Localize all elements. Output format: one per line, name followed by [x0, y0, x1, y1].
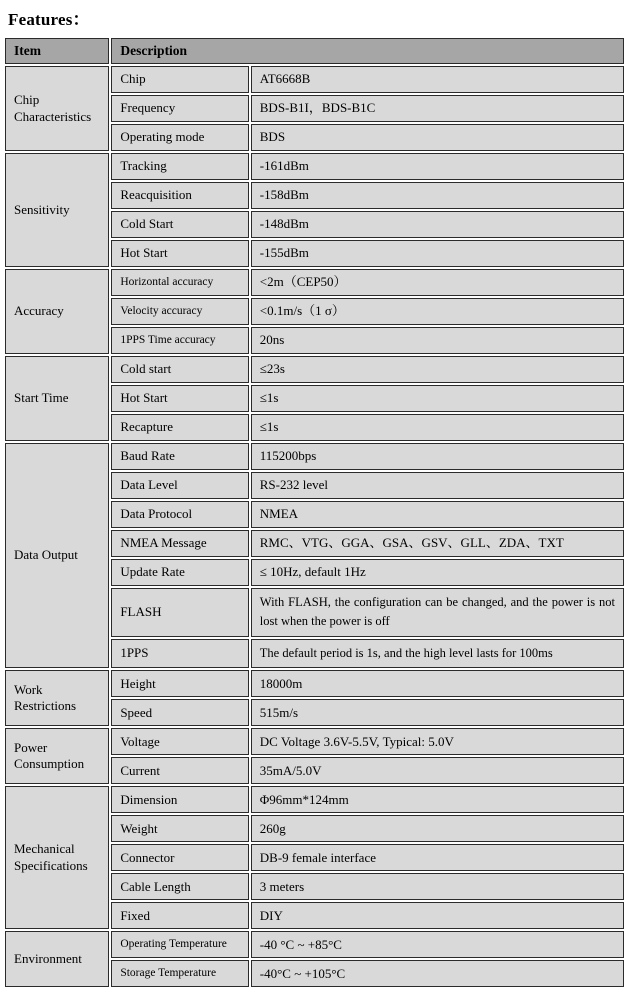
spec-label-cell: Connector	[111, 844, 248, 871]
spec-value-cell: -158dBm	[251, 182, 624, 209]
table-row	[5, 728, 624, 755]
group-cell: Data Output	[5, 443, 109, 668]
spec-value-cell: DB-9 female interface	[251, 844, 624, 871]
header-description-cell: Description	[111, 38, 624, 64]
table-row	[5, 670, 624, 697]
spec-value-cell: ≤1s	[251, 414, 624, 441]
spec-label-cell: Frequency	[111, 95, 248, 122]
spec-value-cell: ≤23s	[251, 356, 624, 383]
group-cell: Accuracy	[5, 269, 109, 354]
spec-value-cell: 18000m	[251, 670, 624, 697]
spec-value-cell: 3 meters	[251, 873, 624, 900]
spec-label-cell: Recapture	[111, 414, 248, 441]
spec-label-cell: 1PPS Time accuracy	[111, 327, 248, 354]
spec-label-cell: Reacquisition	[111, 182, 248, 209]
table-row	[5, 153, 624, 180]
table-row	[5, 269, 624, 296]
spec-value-cell: DC Voltage 3.6V-5.5V, Typical: 5.0V	[251, 728, 624, 755]
group-cell: Environment	[5, 931, 109, 987]
spec-value-cell: RS-232 level	[251, 472, 624, 499]
table-row	[5, 931, 624, 958]
table-row	[5, 786, 624, 813]
group-cell: Work Restrictions	[5, 670, 109, 726]
spec-label-cell: Speed	[111, 699, 248, 726]
spec-value-cell: 515m/s	[251, 699, 624, 726]
spec-value-cell: 20ns	[251, 327, 624, 354]
spec-label-cell: Current	[111, 757, 248, 784]
spec-value-cell: ≤1s	[251, 385, 624, 412]
table-row	[5, 356, 624, 383]
spec-label-cell: 1PPS	[111, 639, 248, 668]
spec-value-cell: BDS-B1I，BDS-B1C	[251, 95, 624, 122]
spec-label-cell: Storage Temperature	[111, 960, 248, 987]
spec-value-cell: -40 °C ~ +85°C	[251, 931, 624, 958]
spec-label-cell: Velocity accuracy	[111, 298, 248, 325]
spec-label-cell: Data Protocol	[111, 501, 248, 528]
spec-label-cell: Cold start	[111, 356, 248, 383]
spec-value-cell: Φ96mm*124mm	[251, 786, 624, 813]
spec-value-cell: 260g	[251, 815, 624, 842]
spec-value-cell: With FLASH, the configuration can be changed, and the power is not lost when the power is off	[251, 588, 624, 637]
header-item-cell: Item	[5, 38, 109, 64]
page-title: Features：	[8, 10, 90, 29]
spec-label-cell: Operating Temperature	[111, 931, 248, 958]
spec-value-cell: NMEA	[251, 501, 624, 528]
spec-label-cell: Cold Start	[111, 211, 248, 238]
spec-label-cell: Operating mode	[111, 124, 248, 151]
spec-value-cell: -148dBm	[251, 211, 624, 238]
spec-value-cell: AT6668B	[251, 66, 624, 93]
spec-label-cell: Hot Start	[111, 385, 248, 412]
spec-label-cell: Voltage	[111, 728, 248, 755]
spec-value-cell: BDS	[251, 124, 624, 151]
group-cell: Sensitivity	[5, 153, 109, 267]
spec-value-cell: RMC、VTG、GGA、GSA、GSV、GLL、ZDA、TXT	[251, 530, 624, 557]
header-row	[5, 38, 624, 64]
spec-label-cell: Horizontal accuracy	[111, 269, 248, 296]
spec-value-cell: -155dBm	[251, 240, 624, 267]
table-row	[5, 443, 624, 470]
spec-value-cell: The default period is 1s, and the high level lasts for 100ms	[251, 639, 624, 668]
spec-value-cell: 35mA/5.0V	[251, 757, 624, 784]
spec-label-cell: Tracking	[111, 153, 248, 180]
spec-label-cell: Fixed	[111, 902, 248, 929]
spec-label-cell: Data Level	[111, 472, 248, 499]
spec-label-cell: FLASH	[111, 588, 248, 637]
spec-value-cell: <2m（CEP50）	[251, 269, 624, 296]
spec-label-cell: Hot Start	[111, 240, 248, 267]
table-body	[5, 66, 624, 987]
spec-label-cell: Weight	[111, 815, 248, 842]
spec-label-cell: Update Rate	[111, 559, 248, 586]
spec-value-cell: DIY	[251, 902, 624, 929]
spec-label-cell: Baud Rate	[111, 443, 248, 470]
spec-label-cell: Chip	[111, 66, 248, 93]
features-table	[3, 36, 626, 989]
spec-label-cell: Dimension	[111, 786, 248, 813]
group-cell: Mechanical Specifications	[5, 786, 109, 929]
group-cell: Chip Characteristics	[5, 66, 109, 151]
spec-label-cell: NMEA Message	[111, 530, 248, 557]
group-cell: Start Time	[5, 356, 109, 441]
group-cell: Power Consumption	[5, 728, 109, 784]
spec-value-cell: -161dBm	[251, 153, 624, 180]
table-row	[5, 66, 624, 93]
spec-value-cell: 115200bps	[251, 443, 624, 470]
spec-value-cell: -40°C ~ +105°C	[251, 960, 624, 987]
spec-value-cell: ≤ 10Hz, default 1Hz	[251, 559, 624, 586]
spec-label-cell: Height	[111, 670, 248, 697]
spec-label-cell: Cable Length	[111, 873, 248, 900]
spec-value-cell: <0.1m/s（1 σ）	[251, 298, 624, 325]
